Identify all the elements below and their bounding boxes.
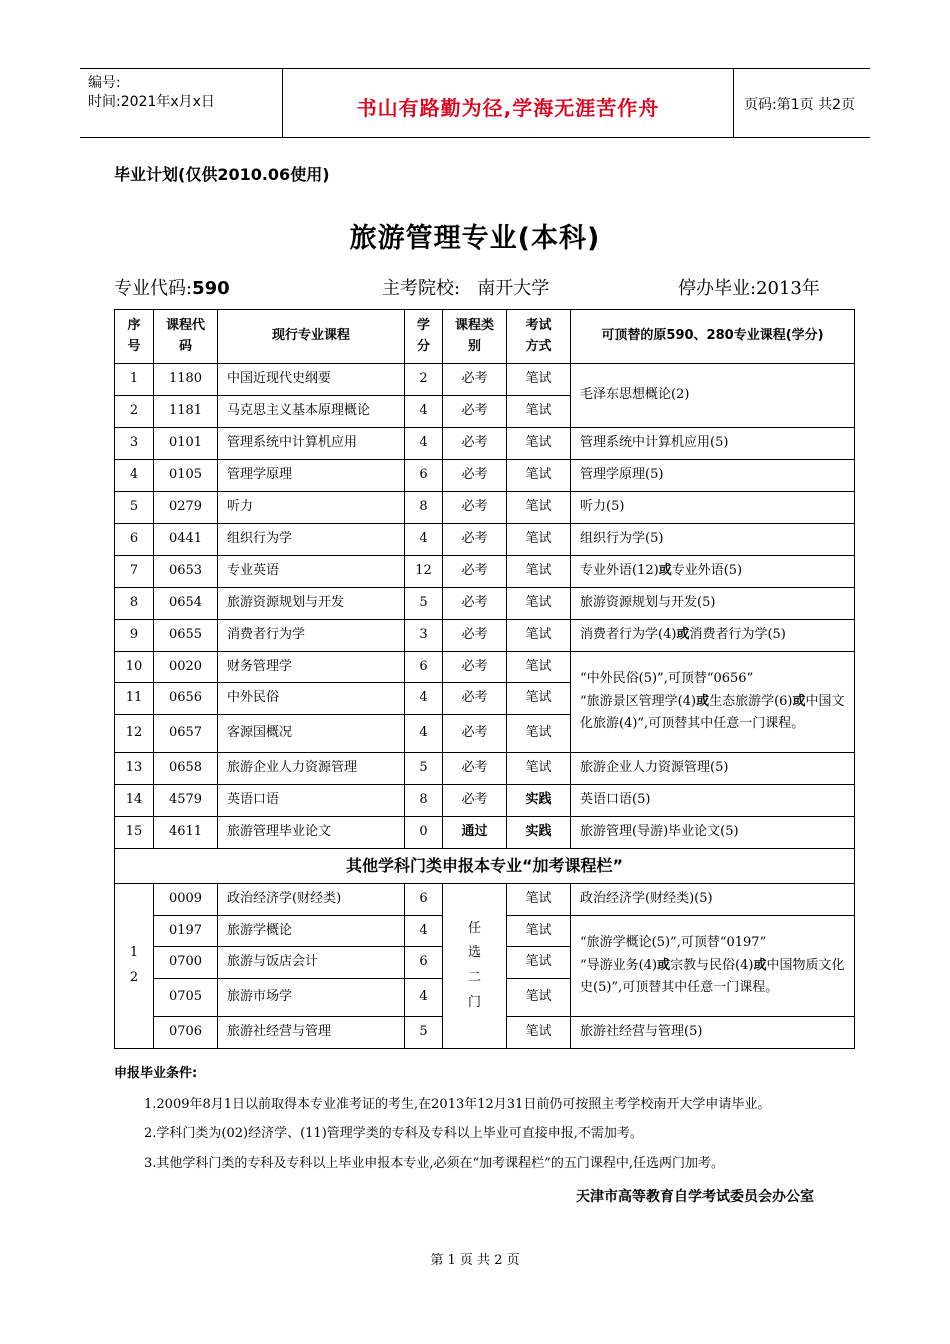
header-seq: 序 号 xyxy=(115,310,154,364)
cell-type: 通过 xyxy=(443,817,507,849)
cell-credit: 6 xyxy=(405,460,443,492)
cell-type: 必考 xyxy=(443,620,507,652)
cell-exam: 笔试 xyxy=(507,524,571,556)
cell-code: 0020 xyxy=(154,652,218,683)
extra-section-title: 其他学科门类申报本专业“加考课程栏” xyxy=(115,849,855,884)
cell-course: 专业英语 xyxy=(218,556,405,588)
cell-course: 中国近现代史纲要 xyxy=(218,364,405,396)
cell-course: 消费者行为学 xyxy=(218,620,405,652)
cell-course: 旅游学概论 xyxy=(218,916,405,947)
cell-code: 0706 xyxy=(154,1017,218,1049)
page-footer: 第 1 页 共 2 页 xyxy=(430,1253,520,1268)
cell-credit: 8 xyxy=(405,492,443,524)
cell-code: 0654 xyxy=(154,588,218,620)
cell-credit: 4 xyxy=(405,683,443,715)
cell-seq: 5 xyxy=(115,492,154,524)
header-motto-cell xyxy=(282,69,734,137)
cell-exam: 笔试 xyxy=(507,947,571,979)
extra-type-cell: 任 选 二 门 xyxy=(443,884,507,1049)
cell-seq: 2 xyxy=(115,396,154,428)
cell-course: 管理学原理 xyxy=(218,460,405,492)
cell-course: 旅游与饭店会计 xyxy=(218,947,405,979)
cell-replace: 政治经济学(财经类)(5) xyxy=(571,884,855,916)
cell-type: 必考 xyxy=(443,785,507,817)
cell-seq: 11 xyxy=(115,683,154,715)
header-page-info: 页码:第1页 共2页 xyxy=(744,97,855,113)
cell-code: 0105 xyxy=(154,460,218,492)
cell-exam: 笔试 xyxy=(507,715,571,753)
cell-type: 必考 xyxy=(443,364,507,396)
cell-code: 4579 xyxy=(154,785,218,817)
cell-course: 旅游资源规划与开发 xyxy=(218,588,405,620)
cell-code: 0441 xyxy=(154,524,218,556)
table-row xyxy=(115,492,855,524)
cell-credit: 5 xyxy=(405,753,443,785)
curriculum-table xyxy=(114,309,855,1049)
cell-exam: 实践 xyxy=(507,817,571,849)
cell-replace: 旅游社经营与管理(5) xyxy=(571,1017,855,1049)
table-row xyxy=(115,884,855,916)
table-row xyxy=(115,753,855,785)
cell-replace: 听力(5) xyxy=(571,492,855,524)
cell-exam: 笔试 xyxy=(507,979,571,1017)
table-row xyxy=(115,785,855,817)
cell-code: 1181 xyxy=(154,396,218,428)
cell-exam: 笔试 xyxy=(507,460,571,492)
cell-credit: 0 xyxy=(405,817,443,849)
cell-replace: 管理系统中计算机应用(5) xyxy=(571,428,855,460)
main-school-label: 主考院校: xyxy=(382,278,461,299)
table-row xyxy=(115,588,855,620)
major-code xyxy=(114,274,230,300)
cell-credit: 2 xyxy=(405,364,443,396)
cell-course: 旅游市场学 xyxy=(218,979,405,1017)
cell-seq: 1 xyxy=(115,364,154,396)
cell-code: 1180 xyxy=(154,364,218,396)
cell-course: 旅游社经营与管理 xyxy=(218,1017,405,1049)
cell-exam: 笔试 xyxy=(507,1017,571,1049)
cell-credit: 5 xyxy=(405,588,443,620)
cell-exam: 笔试 xyxy=(507,396,571,428)
cell-code: 0657 xyxy=(154,715,218,753)
cell-seq: 13 xyxy=(115,753,154,785)
cell-code: 0655 xyxy=(154,620,218,652)
cell-exam: 笔试 xyxy=(507,492,571,524)
table-row xyxy=(115,620,855,652)
cell-seq: 7 xyxy=(115,556,154,588)
cell-credit: 4 xyxy=(405,916,443,947)
header-number-label: 编号: xyxy=(88,75,121,91)
cell-seq: 8 xyxy=(115,588,154,620)
condition-item: 2.学科门类为(02)经济学、(11)管理学类的专科及专科以上毕业可直接申报,不需加考。 xyxy=(144,1126,643,1141)
main-school-value: 南开大学 xyxy=(477,278,550,299)
cell-course: 中外民俗 xyxy=(218,683,405,715)
cell-replace: 消费者行为学(4)或消费者行为学(5) xyxy=(571,620,855,652)
cell-credit: 8 xyxy=(405,785,443,817)
section-row xyxy=(115,849,855,884)
cell-replace: 组织行为学(5) xyxy=(571,524,855,556)
header-exam: 考试 方式 xyxy=(507,310,571,364)
cell-exam: 笔试 xyxy=(507,753,571,785)
major-code-label: 专业代码: xyxy=(114,278,193,299)
cell-replace: 毛泽东思想概论(2) xyxy=(571,364,855,428)
cell-replace: 专业外语(12)或专业外语(5) xyxy=(571,556,855,588)
header-type: 课程类 别 xyxy=(443,310,507,364)
cell-course: 政治经济学(财经类) xyxy=(218,884,405,916)
table-row xyxy=(115,428,855,460)
table-row xyxy=(115,556,855,588)
cell-type: 必考 xyxy=(443,524,507,556)
cell-credit: 6 xyxy=(405,947,443,979)
cell-replace: 旅游管理(导游)毕业论文(5) xyxy=(571,817,855,849)
header-page-cell xyxy=(734,69,870,137)
cell-credit: 6 xyxy=(405,884,443,916)
cell-type: 必考 xyxy=(443,556,507,588)
cell-seq: 12 xyxy=(115,715,154,753)
cell-credit: 5 xyxy=(405,1017,443,1049)
cell-code: 0197 xyxy=(154,916,218,947)
table-row xyxy=(115,524,855,556)
cell-course: 马克思主义基本原理概论 xyxy=(218,396,405,428)
cell-code: 0700 xyxy=(154,947,218,979)
cell-seq: 3 xyxy=(115,428,154,460)
cell-type: 必考 xyxy=(443,460,507,492)
cell-course: 旅游企业人力资源管理 xyxy=(218,753,405,785)
cell-credit: 3 xyxy=(405,620,443,652)
cell-code: 0658 xyxy=(154,753,218,785)
cell-type: 必考 xyxy=(443,428,507,460)
extra-seq-cell: 1 2 xyxy=(115,884,154,1049)
cell-exam: 笔试 xyxy=(507,683,571,715)
header-replace: 可顶替的原590、280专业课程(学分) xyxy=(571,310,855,364)
cell-seq: 14 xyxy=(115,785,154,817)
stop-graduation: 停办毕业:2013年 xyxy=(678,278,820,299)
page-title: 旅游管理专业(本科) xyxy=(349,223,601,254)
cell-code: 0279 xyxy=(154,492,218,524)
cell-replace: 管理学原理(5) xyxy=(571,460,855,492)
cell-exam: 实践 xyxy=(507,785,571,817)
cell-type: 必考 xyxy=(443,652,507,683)
page-header xyxy=(80,68,870,138)
cell-type: 必考 xyxy=(443,715,507,753)
table-row xyxy=(115,652,855,683)
cell-credit: 12 xyxy=(405,556,443,588)
cell-type: 必考 xyxy=(443,753,507,785)
issuing-office: 天津市高等教育自学考试委员会办公室 xyxy=(576,1189,814,1205)
cell-course: 财务管理学 xyxy=(218,652,405,683)
conditions-title: 申报毕业条件: xyxy=(114,1066,198,1081)
cell-course: 听力 xyxy=(218,492,405,524)
cell-exam: 笔试 xyxy=(507,884,571,916)
cell-course: 组织行为学 xyxy=(218,524,405,556)
cell-exam: 笔试 xyxy=(507,556,571,588)
cell-replace-merged: “中外民俗(5)”,可顶替“0656” “旅游景区管理学(4)或生态旅游学(6)或中国文化旅游(4)”,可顶替其中任意一门课程。 xyxy=(571,652,855,753)
header-motto: 书山有路勤为径,学海无涯苦作舟 xyxy=(356,96,660,120)
table-row xyxy=(115,817,855,849)
table-row xyxy=(115,460,855,492)
cell-credit: 4 xyxy=(405,524,443,556)
cell-credit: 6 xyxy=(405,652,443,683)
table-header-row xyxy=(115,310,855,364)
cell-code: 0009 xyxy=(154,884,218,916)
cell-replace: 英语口语(5) xyxy=(571,785,855,817)
condition-item: 3.其他学科门类的专科及专科以上毕业申报本专业,必须在“加考课程栏”的五门课程中,任选两门加考。 xyxy=(144,1156,724,1171)
plan-title: 毕业计划(仅供2010.06使用) xyxy=(114,165,330,184)
cell-type: 必考 xyxy=(443,396,507,428)
cell-code: 4611 xyxy=(154,817,218,849)
condition-item: 1.2009年8月1日以前取得本专业准考证的考生,在2013年12月31日前仍可按照主考学校南开大学申请毕业。 xyxy=(144,1097,771,1112)
table-row xyxy=(115,364,855,396)
cell-type: 必考 xyxy=(443,492,507,524)
major-code-value: 590 xyxy=(192,278,230,299)
cell-exam: 笔试 xyxy=(507,916,571,947)
header-course: 现行专业课程 xyxy=(218,310,405,364)
cell-exam: 笔试 xyxy=(507,588,571,620)
cell-course: 客源国概况 xyxy=(218,715,405,753)
cell-exam: 笔试 xyxy=(507,620,571,652)
cell-credit: 4 xyxy=(405,428,443,460)
header-time-label: 时间:2021年x月x日 xyxy=(88,94,215,110)
header-info-cell xyxy=(80,69,282,137)
cell-exam: 笔试 xyxy=(507,364,571,396)
cell-code: 0653 xyxy=(154,556,218,588)
header-code: 课程代 码 xyxy=(154,310,218,364)
cell-type: 必考 xyxy=(443,683,507,715)
cell-seq: 6 xyxy=(115,524,154,556)
cell-seq: 15 xyxy=(115,817,154,849)
cell-seq: 4 xyxy=(115,460,154,492)
cell-seq: 9 xyxy=(115,620,154,652)
main-school xyxy=(382,274,549,300)
cell-replace: 旅游企业人力资源管理(5) xyxy=(571,753,855,785)
cell-course: 旅游管理毕业论文 xyxy=(218,817,405,849)
cell-code: 0656 xyxy=(154,683,218,715)
cell-exam: 笔试 xyxy=(507,428,571,460)
cell-replace: 旅游资源规划与开发(5) xyxy=(571,588,855,620)
cell-seq: 10 xyxy=(115,652,154,683)
cell-credit: 4 xyxy=(405,396,443,428)
cell-replace-merged: “旅游学概论(5)”,可顶替“0197” “导游业务(4)或宗教与民俗(4)或中国物质文化史(5)”,可顶替其中任意一门课程。 xyxy=(571,916,855,1017)
cell-code: 0101 xyxy=(154,428,218,460)
cell-course: 管理系统中计算机应用 xyxy=(218,428,405,460)
cell-code: 0705 xyxy=(154,979,218,1017)
cell-exam: 笔试 xyxy=(507,652,571,683)
cell-course: 英语口语 xyxy=(218,785,405,817)
cell-credit: 4 xyxy=(405,715,443,753)
cell-type: 必考 xyxy=(443,588,507,620)
header-credit: 学 分 xyxy=(405,310,443,364)
cell-credit: 4 xyxy=(405,979,443,1017)
